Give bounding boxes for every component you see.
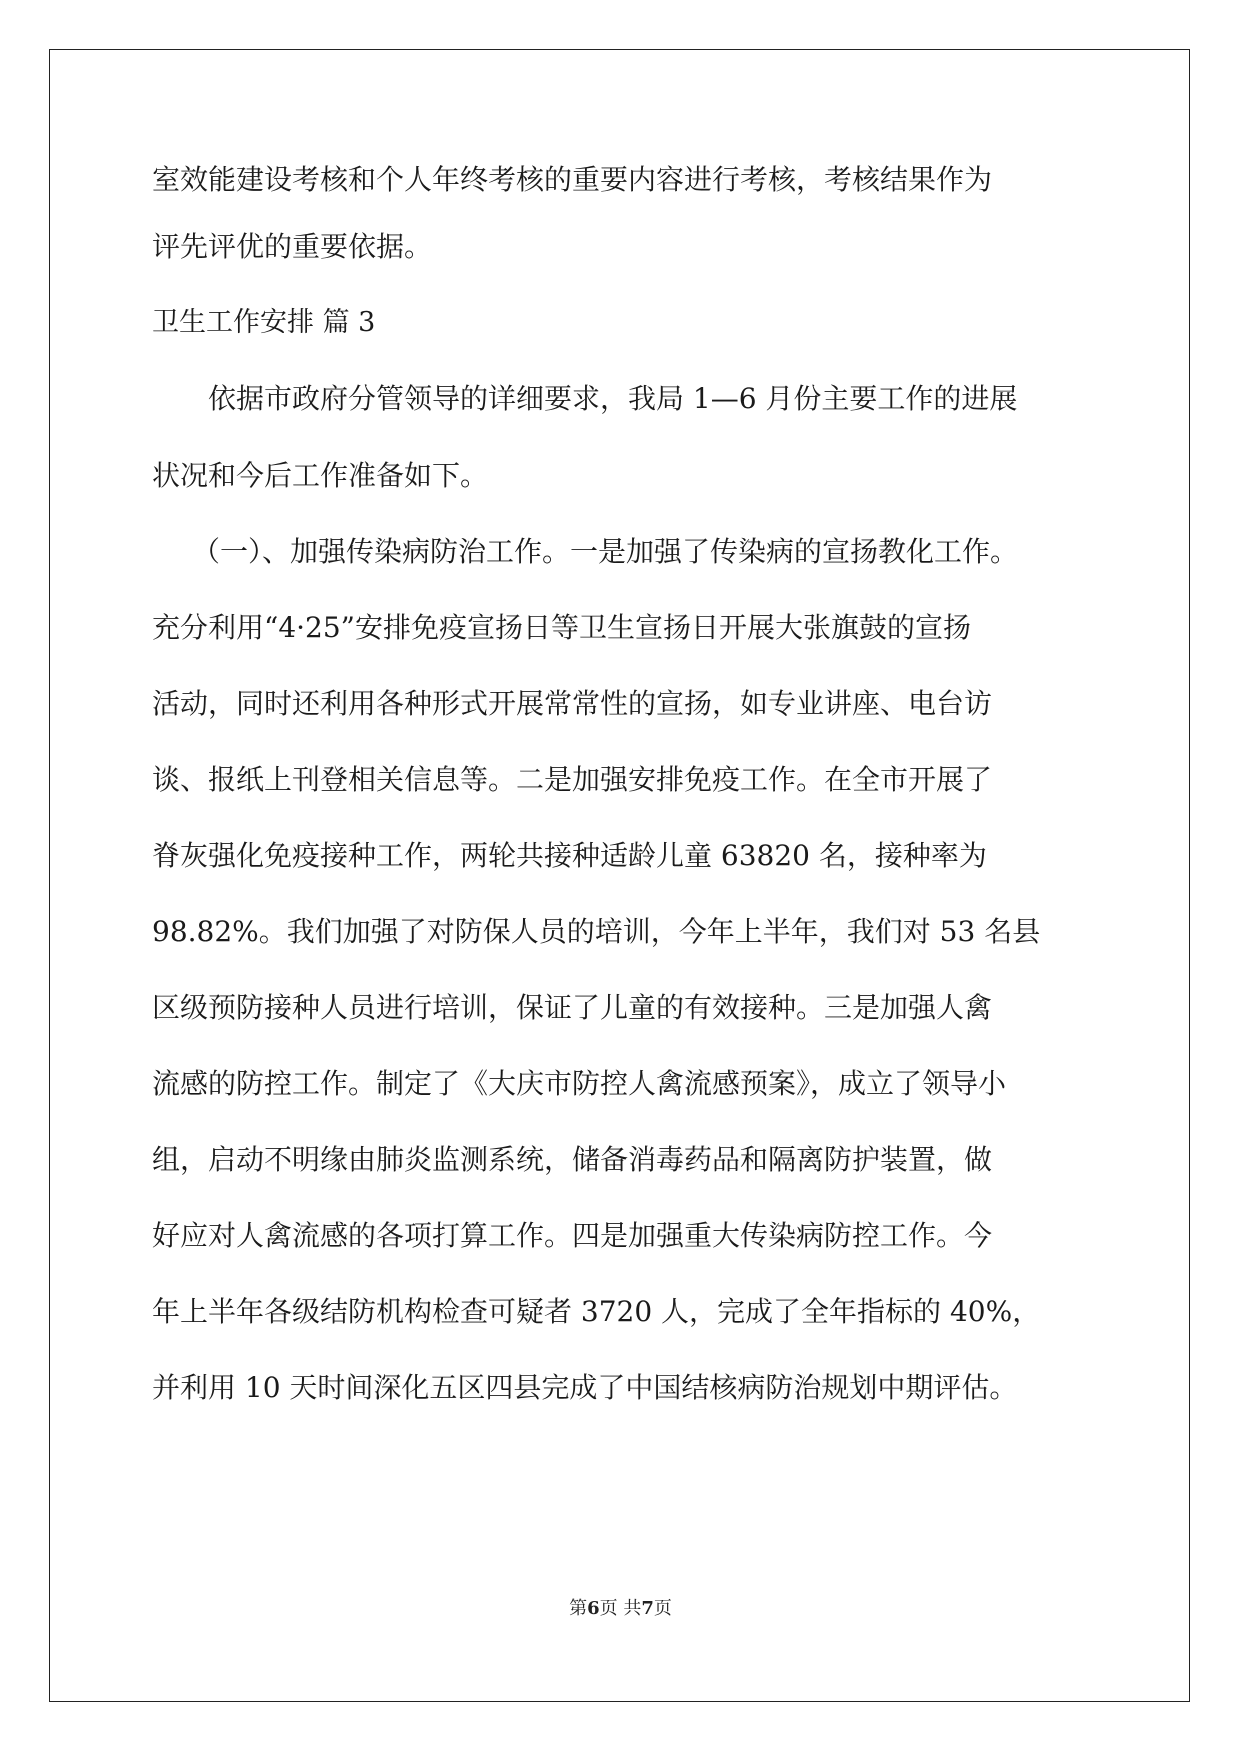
paragraph-line: 区级预防接种人员进行培训，保证了儿童的有效接种。三是加强人禽: [152, 991, 993, 1024]
paragraph-line: 谈、报纸上刊登相关信息等。二是加强安排免疫工作。在全市开展了: [152, 763, 993, 796]
paragraph-line: 脊灰强化免疫接种工作，两轮共接种适龄儿童 63820 名，接种率为: [152, 839, 987, 872]
paragraph-line: 活动，同时还利用各种形式开展常常性的宣扬，如专业讲座、电台访: [152, 687, 993, 720]
paragraph-line: 年上半年各级结防机构检查可疑者 3720 人，完成了全年指标的 40%，: [152, 1295, 1041, 1328]
paragraph-line: 依据市政府分管领导的详细要求，我局 1—6 月份主要工作的进展: [208, 382, 1018, 415]
paragraph-line: 状况和今后工作准备如下。: [152, 459, 489, 492]
paragraph-line: 充分利用“4·25”安排免疫宣扬日等卫生宣扬日开展大张旗鼓的宣扬: [152, 611, 971, 644]
paragraph-line: 并利用 10 天时间深化五区四县完成了中国结核病防治规划中期评估。: [152, 1371, 1018, 1404]
page-total: 7: [641, 1598, 654, 1619]
paragraph-line: （一）、加强传染病防治工作。一是加强了传染病的宣扬教化工作。: [192, 535, 1019, 568]
page-current: 6: [587, 1598, 600, 1619]
paragraph-line: 好应对人禽流感的各项打算工作。四是加强重大传染病防控工作。今: [152, 1219, 993, 1252]
paragraph-line: 组，启动不明缘由肺炎监测系统，储备消毒药品和隔离防护装置，做: [152, 1143, 993, 1176]
section-heading: 卫生工作安排 篇 3: [152, 307, 376, 338]
page-footer: [0, 1594, 1241, 1620]
paragraph-line: 流感的防控工作。制定了《大庆市防控人禽流感预案》，成立了领导小: [152, 1067, 1007, 1100]
page-prefix: 第: [569, 1598, 588, 1619]
paragraph-line: 评先评优的重要依据。: [152, 230, 433, 263]
page-suffix: 页: [653, 1598, 672, 1619]
paragraph-line: 室效能建设考核和个人年终考核的重要内容进行考核，考核结果作为: [152, 163, 993, 196]
paragraph-line: 98.82%。我们加强了对防保人员的培训，今年上半年，我们对 53 名县: [152, 915, 1041, 948]
page-mid: 页 共: [599, 1598, 642, 1619]
